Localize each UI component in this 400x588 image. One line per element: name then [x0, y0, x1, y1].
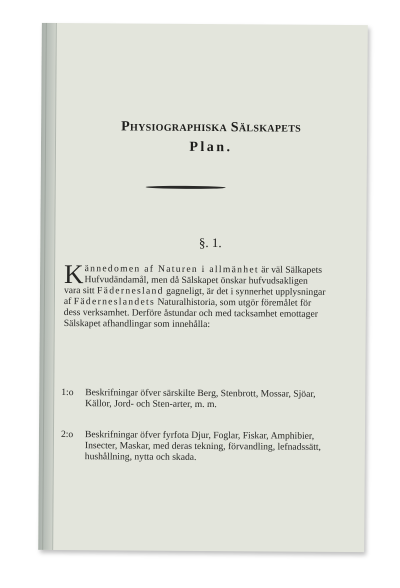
ornamental-rule — [146, 186, 226, 190]
section-heading: §. 1. — [198, 234, 222, 251]
intro-paragraph — [63, 259, 326, 331]
list-item — [61, 387, 329, 411]
list-item — [61, 429, 329, 464]
document-subtitle: Plan. — [189, 139, 233, 156]
list-item-text: Beskrifningar öfver särskilte Berg, Stenbrott, Mossar, Sjöar, Källor, Jord- och Sten-arter, m. m. — [85, 387, 316, 411]
intro-opening: ännedomen af Naturen i allmänhet — [84, 263, 259, 276]
document-page — [38, 23, 368, 552]
paper-spine — [38, 23, 57, 550]
drop-cap: K — [63, 259, 84, 290]
intro-faderneslandet: Fädernesland — [96, 285, 164, 297]
list-item-text: Beskrifningar öfver fyrfota Djur, Foglar, Fiskar, Amphibier, Insecter, Maskar, med deras tekning, förvandling, lefnadssätt, hushållning, nytta och skada. — [84, 429, 322, 464]
intro-text-1: är väl Sälkapets Hufvudändamål, men då Sälskapet önskar hufvudsakligen vara sitt — [63, 264, 323, 297]
list-item-number: 1:o — [61, 387, 74, 399]
intro-text-2: gagneligt, är det i synnerhet upplysningar af — [63, 285, 326, 308]
document-title: Physiographiska Sälskapets — [121, 119, 302, 136]
list-item-number: 2:o — [60, 429, 74, 441]
intro-text-3: Naturalhistoria, som utgör föremålet för dess verksamhet. Derföre åstundar och med tacksamhet emottager Sälskapet afhandlingar som innehålla: — [63, 296, 318, 331]
intro-faderneslandets: Fäderneslandets — [73, 296, 156, 308]
